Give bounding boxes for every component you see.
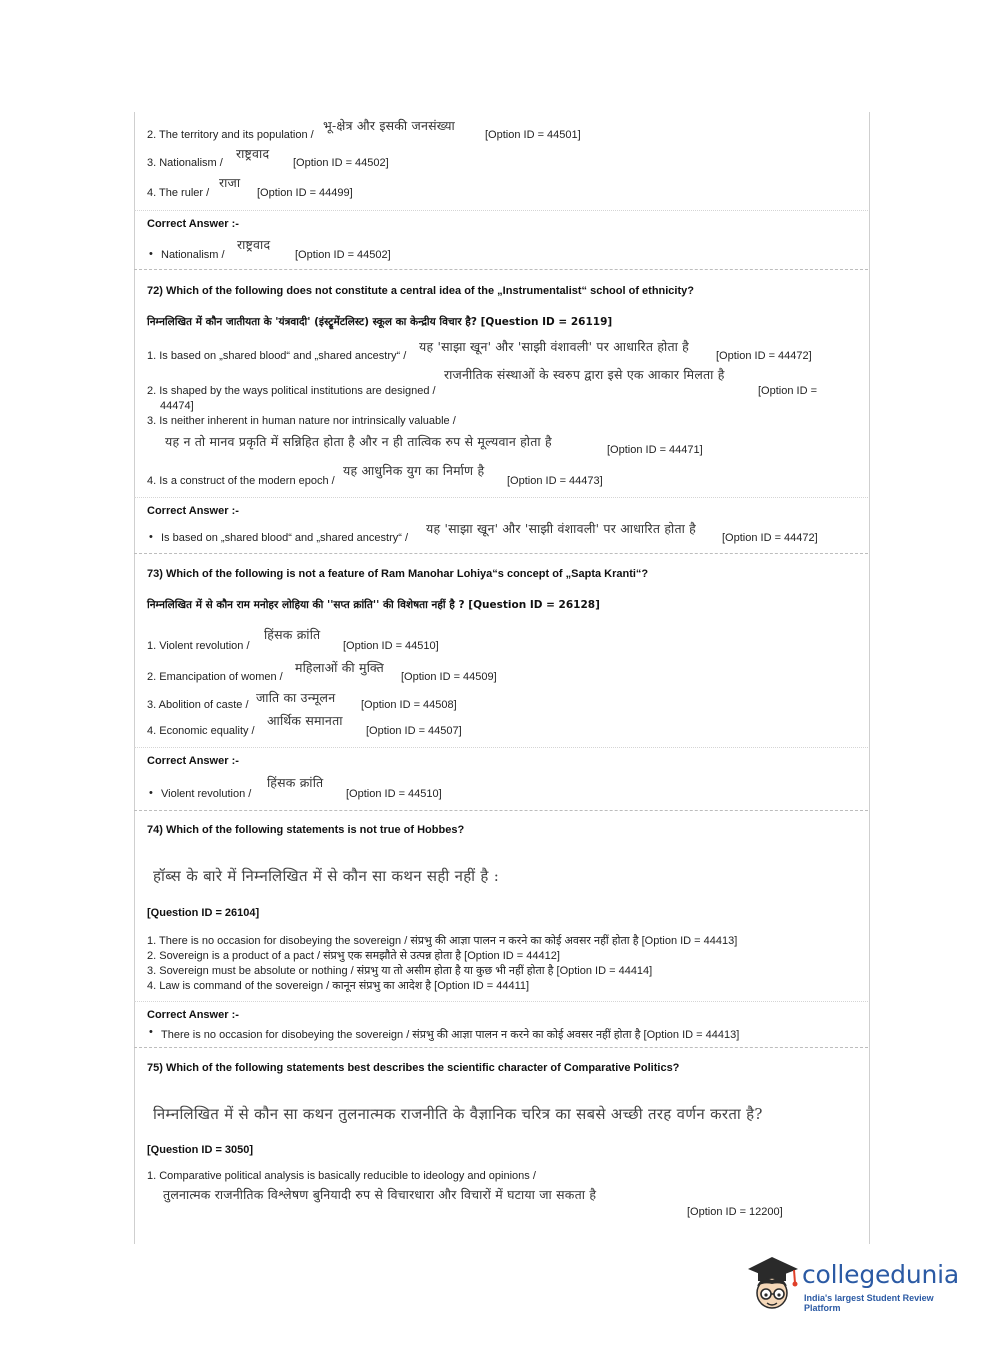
collegedunia-logo[interactable] (742, 1253, 972, 1315)
q71-correct-label: Correct Answer :- (147, 218, 239, 230)
question-separator (134, 553, 868, 554)
q73-opt2-hi: महिलाओं की मुक्ति (295, 660, 384, 675)
q74-hindi: हॉब्स के बारे में निम्नलिखित में से कौन सा कथन सही नहीं है : (153, 867, 500, 885)
brand-tagline: India's largest Student Review Platform (804, 1293, 934, 1313)
q72-opt1-id: [Option ID = 44472] (716, 350, 812, 362)
q73-opt2-en: 2. Emancipation of women / (147, 671, 283, 683)
q73-opt3-en: 3. Abolition of caste / (147, 699, 249, 711)
bullet: • (149, 787, 153, 799)
q72-opt2-hi: राजनीतिक संस्थाओं के स्वरुप द्वारा इसे एक आकार मिलता है (444, 367, 725, 382)
q73-opt1-id: [Option ID = 44510] (343, 640, 439, 652)
q74-ans: There is no occasion for disobeying the sovereign / संप्रभु की आज्ञा पालन न करने का कोई अवसर नहीं होता है [Option ID = 44413] (161, 1029, 740, 1041)
q73-ans-id: [Option ID = 44510] (346, 788, 442, 800)
q75-opt1-hi: तुलनात्मक राजनीतिक विश्लेषण बुनियादी रुप से विचारधारा और विचारों में घटाया जा सकता है (163, 1187, 597, 1202)
q74-opt1: 1. There is no occasion for disobeying the sovereign / संप्रभु की आज्ञा पालन न करने का कोई अवसर नहीं होता है [Option ID = 44413] (147, 935, 738, 947)
q73-hindi: निम्नलिखित में से कौन राम मनोहर लोहिया की ''सप्त क्रांति'' की विशेषता नहीं है ? [Question ID = 26128] (147, 599, 600, 611)
q74-title: 74) Which of the following statements is not true of Hobbes? (147, 824, 465, 836)
q74-qid: [Question ID = 26104] (147, 907, 260, 919)
q71-opt3-hi: राष्ट्रवाद (236, 146, 270, 161)
brand-name: collegedunia (802, 1260, 959, 1289)
q72-ans-en: Is based on „shared blood“ and „shared ancestry“ / (161, 532, 409, 544)
q72-correct-label: Correct Answer :- (147, 505, 239, 517)
q73-opt3-id: [Option ID = 44508] (361, 699, 457, 711)
q71-opt3-id: [Option ID = 44502] (293, 157, 389, 169)
question-separator (134, 269, 868, 270)
q73-correct-label: Correct Answer :- (147, 755, 239, 767)
bullet: • (149, 248, 153, 260)
divider (134, 210, 868, 211)
q71-opt3-en: 3. Nationalism / (147, 157, 223, 169)
divider (134, 747, 868, 748)
q71-opt4-en: 4. The ruler / (147, 187, 210, 199)
q73-title: 73) Which of the following is not a feature of Ram Manohar Lohiya“s concept of „Sapta Kranti“? (147, 568, 649, 580)
q71-ans-hi: राष्ट्रवाद (237, 237, 271, 252)
q73-opt4-hi: आर्थिक समानता (267, 713, 343, 728)
q71-opt2-hi: भू-क्षेत्र और इसकी जनसंख्या (323, 118, 455, 133)
q72-opt2-id-a: [Option ID = (758, 385, 818, 397)
divider (134, 1001, 868, 1002)
q71-opt4-hi: राजा (219, 175, 241, 190)
divider (134, 497, 868, 498)
q72-ans-hi: यह 'साझा खून' और 'साझी वंशावली' पर आधारित होता है (426, 521, 697, 536)
q71-opt4-id: [Option ID = 44499] (257, 187, 353, 199)
q75-hindi: निम्नलिखित में से कौन सा कथन तुलनात्मक राजनीति के वैज्ञानिक चरित्र का सबसे अच्छी तरह वर्णन करता है? (153, 1105, 763, 1123)
q72-opt2-en: 2. Is shaped by the ways political institutions are designed / (147, 385, 436, 397)
q72-opt4-id: [Option ID = 44473] (507, 475, 603, 487)
q73-opt3-hi: जाति का उन्मूलन (256, 690, 336, 705)
q74-opt4: 4. Law is command of the sovereign / कानून संप्रभु का आदेश है [Option ID = 44411] (147, 980, 530, 992)
q75-qid: [Question ID = 3050] (147, 1144, 254, 1156)
mascot-icon (742, 1253, 802, 1315)
q73-opt4-en: 4. Economic equality / (147, 725, 255, 737)
q74-correct-label: Correct Answer :- (147, 1009, 239, 1021)
q74-opt3: 3. Sovereign must be absolute or nothing / संप्रभु या तो असीम होता है या कुछ भी नहीं होता है [Option ID = 44414] (147, 965, 653, 977)
q72-ans-id: [Option ID = 44472] (722, 532, 818, 544)
q72-opt3-id: [Option ID = 44471] (607, 444, 703, 456)
q73-opt1-en: 1. Violent revolution / (147, 640, 250, 652)
bullet: • (149, 531, 153, 543)
q74-opt2: 2. Sovereign is a product of a pact / संप्रभु एक समझौते से उत्पन्न होता है [Option ID = 44412] (147, 950, 560, 962)
q73-opt4-id: [Option ID = 44507] (366, 725, 462, 737)
q73-ans-hi: हिंसक क्रांति (267, 775, 324, 790)
q72-title: 72) Which of the following does not constitute a central idea of the „Instrumentalist“ school of ethnicity? (147, 285, 694, 297)
q75-title: 75) Which of the following statements best describes the scientific character of Comparative Politics? (147, 1062, 680, 1074)
q73-opt2-id: [Option ID = 44509] (401, 671, 497, 683)
q75-opt1-en: 1. Comparative political analysis is basically reducible to ideology and opinions / (147, 1170, 536, 1182)
q73-opt1-hi: हिंसक क्रांति (264, 627, 321, 642)
q71-opt2-id: [Option ID = 44501] (485, 129, 581, 141)
q72-opt4-en: 4. Is a construct of the modern epoch / (147, 475, 335, 487)
q72-opt1-en: 1. Is based on „shared blood“ and „shared ancestry“ / (147, 350, 407, 362)
q72-opt4-hi: यह आधुनिक युग का निर्माण है (343, 463, 485, 478)
q71-ans-en: Nationalism / (161, 249, 225, 261)
q72-hindi: निम्नलिखित में कौन जातीयता के 'यंत्रवादी' (इंस्ट्रूमेंटलिस्ट) स्कूल का केन्द्रीय विचार है? [Question ID = 26119] (147, 316, 613, 328)
q72-opt3-hi: यह न तो मानव प्रकृति में सन्निहित होता है और न ही तात्विक रुप से मूल्यवान होता है (165, 434, 552, 449)
q75-opt1-id: [Option ID = 12200] (687, 1206, 783, 1218)
q72-opt1-hi: यह 'साझा खून' और 'साझी वंशावली' पर आधारित होता है (419, 339, 690, 354)
q73-ans-en: Violent revolution / (161, 788, 252, 800)
question-separator (134, 1047, 868, 1048)
q72-opt2-id-b: 44474] (160, 400, 194, 412)
q71-opt2-en: 2. The territory and its population / (147, 129, 314, 141)
bullet: • (149, 1026, 153, 1038)
question-separator (134, 810, 868, 811)
q71-ans-id: [Option ID = 44502] (295, 249, 391, 261)
q72-opt3-en: 3. Is neither inherent in human nature nor intrinsically valuable / (147, 415, 456, 427)
